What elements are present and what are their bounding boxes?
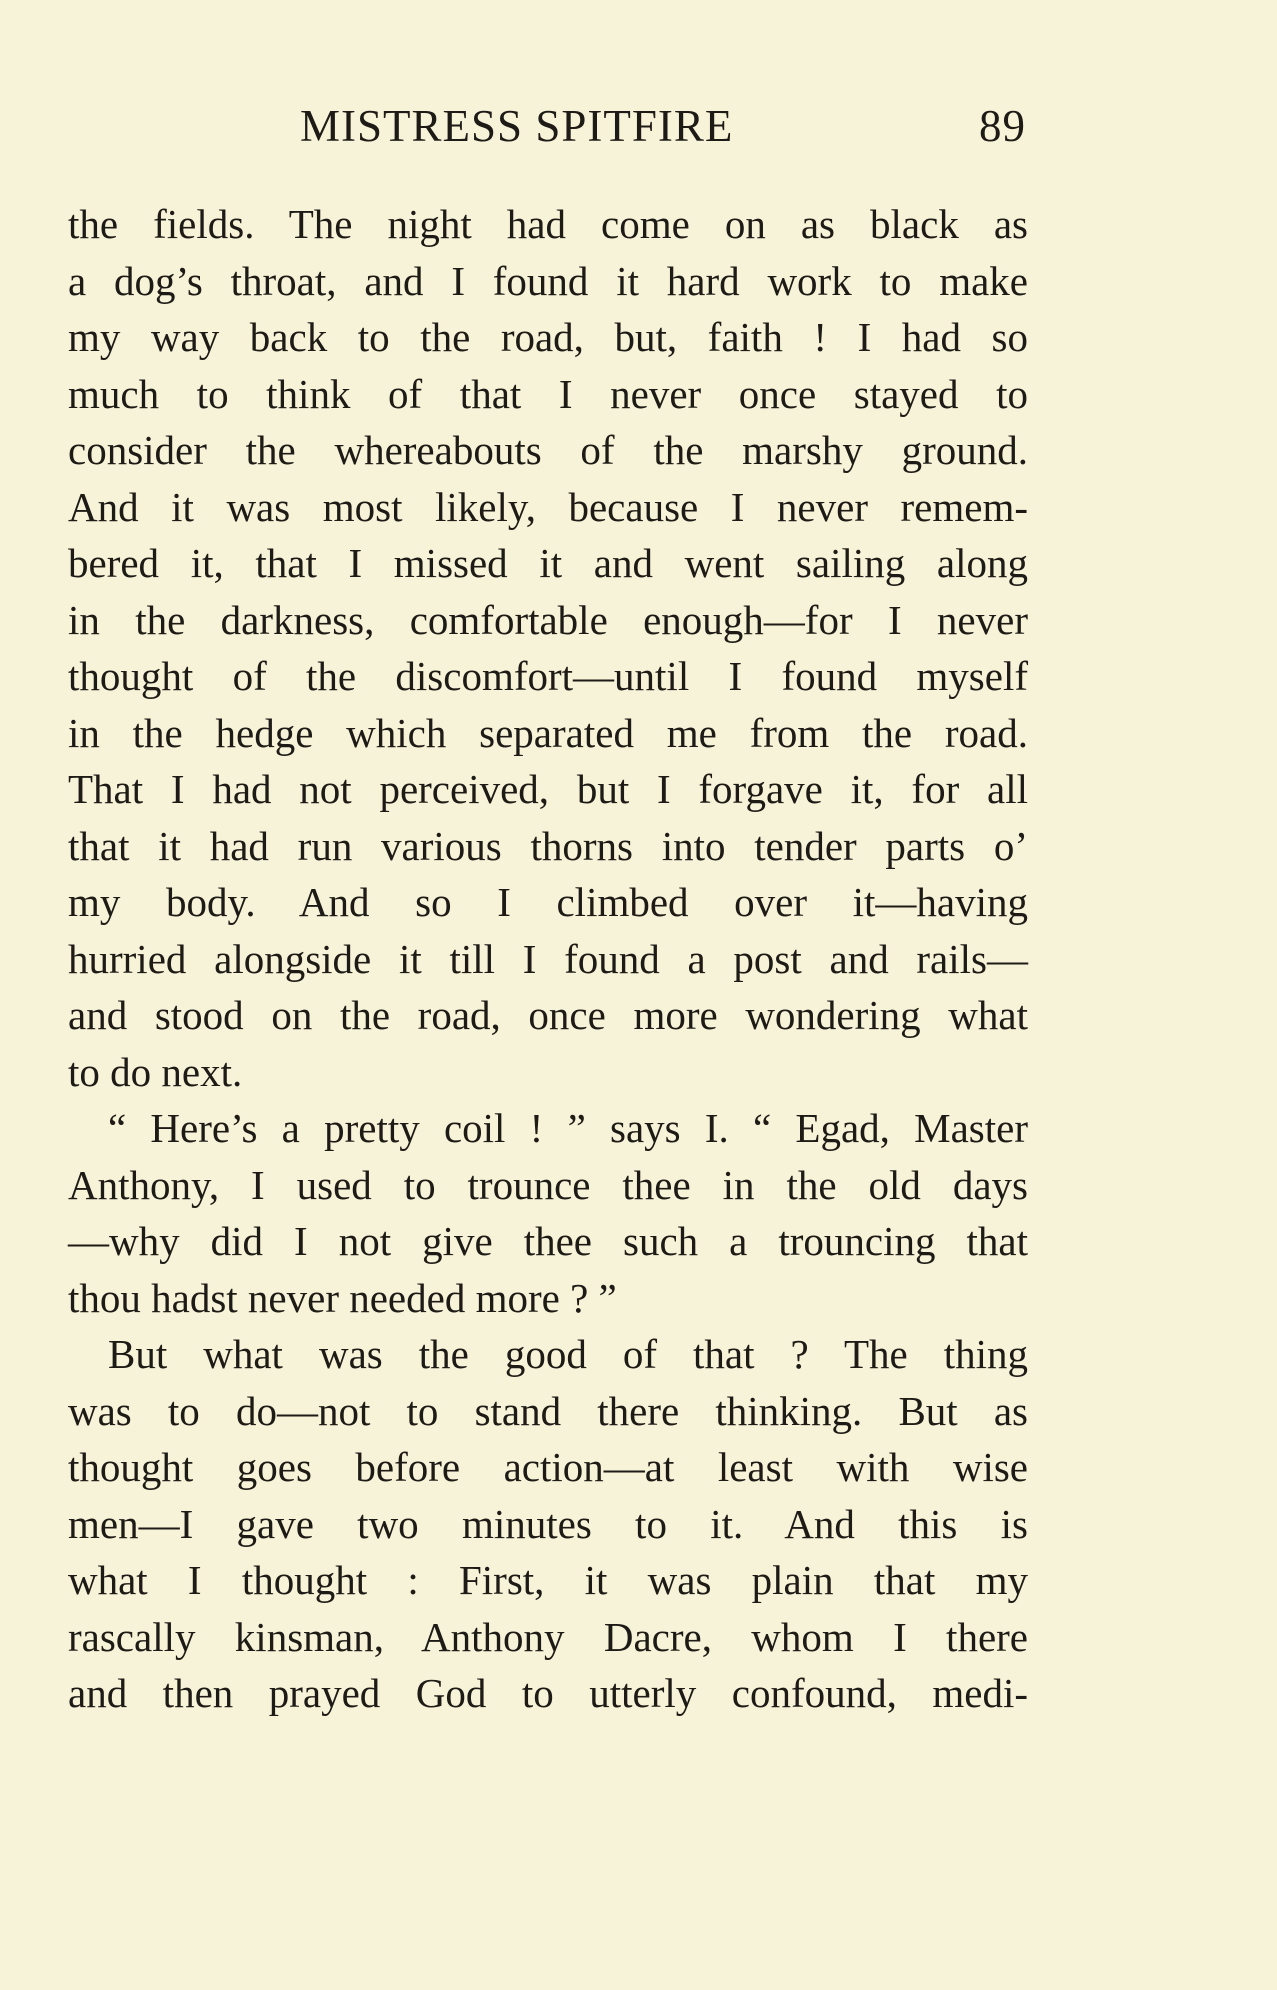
text-line: —why did I not give thee such a trouncing that <box>68 1218 1028 1264</box>
text-line: to do next. <box>68 1048 243 1095</box>
text-line: “ Here’s a pretty coil ! ” says I. “ Egad, Master <box>108 1105 1028 1151</box>
text-line: what I thought : First, it was plain that my <box>68 1557 1028 1603</box>
text-line: the fields. The night had come on as black as <box>68 201 1028 247</box>
running-title: MISTRESS SPITFIRE <box>300 101 734 151</box>
text-line: and stood on the road, once more wondering what <box>68 992 1028 1038</box>
text-line: and then prayed God to utterly confound, medi- <box>68 1670 1028 1716</box>
text-line: my body. And so I climbed over it—having <box>68 879 1028 925</box>
text-line: a dog’s throat, and I found it hard work to make <box>68 257 1028 304</box>
text-line: in the hedge which separated me from the road. <box>68 709 1028 756</box>
running-head <box>300 100 1040 160</box>
text-line: was to do—not to stand there thinking. But as <box>68 1387 1028 1434</box>
body-text <box>68 196 1028 1722</box>
text-line: consider the whereabouts of the marshy ground. <box>68 427 1028 473</box>
text-line: in the darkness, comfortable enough—for I never <box>68 596 1028 643</box>
text-line: thought goes before action—at least with wise <box>68 1444 1028 1490</box>
text-line: bered it, that I missed it and went sailing along <box>68 540 1028 586</box>
text-line: much to think of that I never once stayed to <box>68 370 1028 417</box>
page-number: 89 <box>979 101 1026 151</box>
text-line: thou hadst never needed more ? ” <box>68 1274 617 1321</box>
text-line: that it had run various thorns into tender parts o’ <box>68 822 1028 869</box>
text-line: And it was most likely, because I never remem- <box>68 483 1028 530</box>
text-line: rascally kinsman, Anthony Dacre, whom I there <box>68 1613 1028 1660</box>
text-line: hurried alongside it till I found a post and rails— <box>68 935 1028 982</box>
text-line: But what was the good of that ? The thing <box>108 1331 1028 1377</box>
text-line: my way back to the road, but, faith ! I had so <box>68 314 1028 360</box>
text-line: men—I gave two minutes to it. And this is <box>68 1500 1028 1547</box>
text-line: That I had not perceived, but I forgave it, for all <box>68 766 1028 812</box>
text-line: Anthony, I used to trounce thee in the old days <box>68 1161 1028 1208</box>
text-line: thought of the discomfort—until I found myself <box>68 653 1028 699</box>
